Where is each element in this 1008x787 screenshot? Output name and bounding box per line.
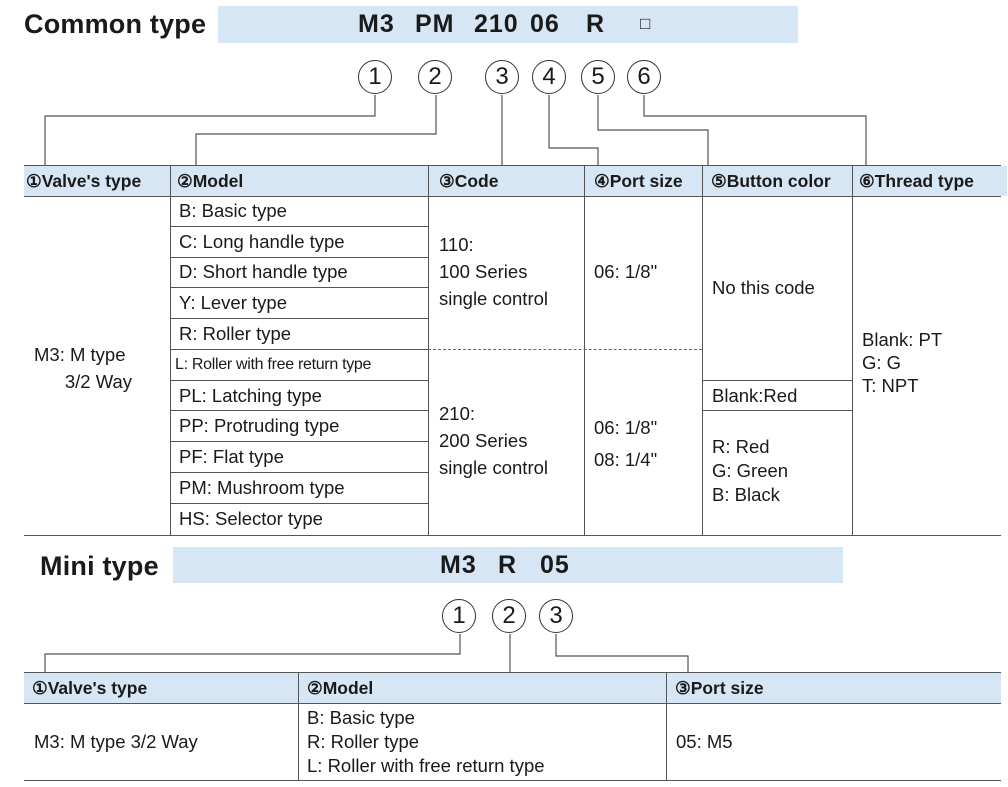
valve-type-cell: M3: M type 3/2 Way bbox=[34, 344, 133, 392]
model-row-line bbox=[170, 441, 428, 442]
mini-valve-type-cell: M3: M type 3/2 Way bbox=[34, 731, 198, 752]
mini-header-model: ②Model bbox=[299, 673, 669, 703]
model-row-line bbox=[170, 410, 428, 411]
common-code-port: 06 bbox=[530, 10, 560, 38]
model-row-line bbox=[170, 380, 428, 381]
model-short-handle: D: Short handle type bbox=[179, 261, 348, 282]
button-color-none: No this code bbox=[712, 277, 815, 298]
mini-header-port-size: ③Port size bbox=[667, 673, 1001, 703]
common-circle-5: 5 bbox=[581, 60, 615, 94]
model-row-line bbox=[170, 503, 428, 504]
model-basic: B: Basic type bbox=[179, 200, 287, 221]
mini-code-port: 05 bbox=[540, 551, 570, 579]
model-protruding: PP: Protruding type bbox=[179, 415, 340, 436]
button-color-options: R: Red G: Green B: Black bbox=[712, 436, 789, 505]
mini-port-size-cell: 05: M5 bbox=[676, 731, 733, 752]
model-long-handle: C: Long handle type bbox=[179, 231, 345, 252]
model-row-line bbox=[170, 318, 428, 319]
model-flat: PF: Flat type bbox=[179, 446, 284, 467]
common-circle-3: 3 bbox=[485, 60, 519, 94]
model-selector: HS: Selector type bbox=[179, 508, 323, 529]
common-circle-4: 4 bbox=[532, 60, 566, 94]
common-circle-1: 1 bbox=[358, 60, 392, 94]
mini-circle-3: 3 bbox=[539, 599, 573, 633]
port-size-series-200: 06: 1/8" 08: 1/4" bbox=[594, 417, 658, 470]
mini-table-top-line bbox=[24, 672, 1001, 673]
common-circle-2: 2 bbox=[418, 60, 452, 94]
common-code-series: 210 bbox=[474, 10, 519, 38]
model-roller-free-return: L: Roller with free return type bbox=[175, 356, 372, 373]
common-code-model: PM bbox=[415, 10, 455, 38]
col-divider-3 bbox=[584, 165, 585, 535]
mini-code-valve: M3 bbox=[440, 551, 477, 579]
mini-table-header-line bbox=[24, 703, 1001, 704]
header-model: ②Model bbox=[171, 166, 433, 196]
model-row-line bbox=[170, 287, 428, 288]
model-row-line bbox=[170, 349, 428, 350]
model-latching: PL: Latching type bbox=[179, 385, 322, 406]
mini-col-divider-2 bbox=[666, 672, 667, 780]
color-row-line-1 bbox=[702, 380, 852, 381]
col-divider-4 bbox=[702, 165, 703, 535]
header-port-size: ④Port size bbox=[585, 166, 710, 196]
col-divider-2 bbox=[428, 165, 429, 535]
common-title: Common type bbox=[24, 9, 207, 39]
mini-models-cell: B: Basic type R: Roller type L: Roller with free return type bbox=[307, 707, 545, 776]
common-code-thread: □ bbox=[640, 14, 651, 33]
model-lever: Y: Lever type bbox=[179, 292, 287, 313]
series-divider-dashed bbox=[428, 349, 702, 350]
mini-header-valves-type: ①Valve's type bbox=[24, 673, 306, 703]
code-110: 110: 100 Series single control bbox=[439, 234, 549, 309]
col-divider-1 bbox=[170, 165, 171, 535]
mini-table-bottom-line bbox=[24, 780, 1001, 781]
model-row-line bbox=[170, 226, 428, 227]
port-size-series-100: 06: 1/8" bbox=[594, 261, 658, 282]
header-code: ③Code bbox=[429, 166, 593, 196]
common-circle-6: 6 bbox=[627, 60, 661, 94]
model-roller: R: Roller type bbox=[179, 323, 292, 344]
model-row-line bbox=[170, 472, 428, 473]
color-row-line-2 bbox=[702, 410, 852, 411]
button-color-blank: Blank:Red bbox=[712, 385, 798, 406]
common-code-valve: M3 bbox=[358, 10, 395, 38]
model-mushroom: PM: Mushroom type bbox=[179, 477, 345, 498]
code-210: 210: 200 Series single control bbox=[439, 403, 549, 478]
header-button-color: ⑤Button color bbox=[703, 166, 859, 196]
thread-type-options: Blank: PT G: G T: NPT bbox=[862, 329, 943, 396]
col-divider-5 bbox=[852, 165, 853, 535]
mini-title: Mini type bbox=[40, 551, 159, 581]
header-valves-type: ①Valve's type bbox=[24, 166, 172, 196]
common-code-color: R bbox=[586, 10, 606, 38]
mini-circle-2: 2 bbox=[492, 599, 526, 633]
table-bottom-line bbox=[24, 535, 1001, 536]
header-thread-type: ⑥Thread type bbox=[853, 166, 1007, 196]
mini-circle-1: 1 bbox=[442, 599, 476, 633]
mini-col-divider-1 bbox=[298, 672, 299, 780]
mini-code-model: R bbox=[498, 551, 518, 579]
